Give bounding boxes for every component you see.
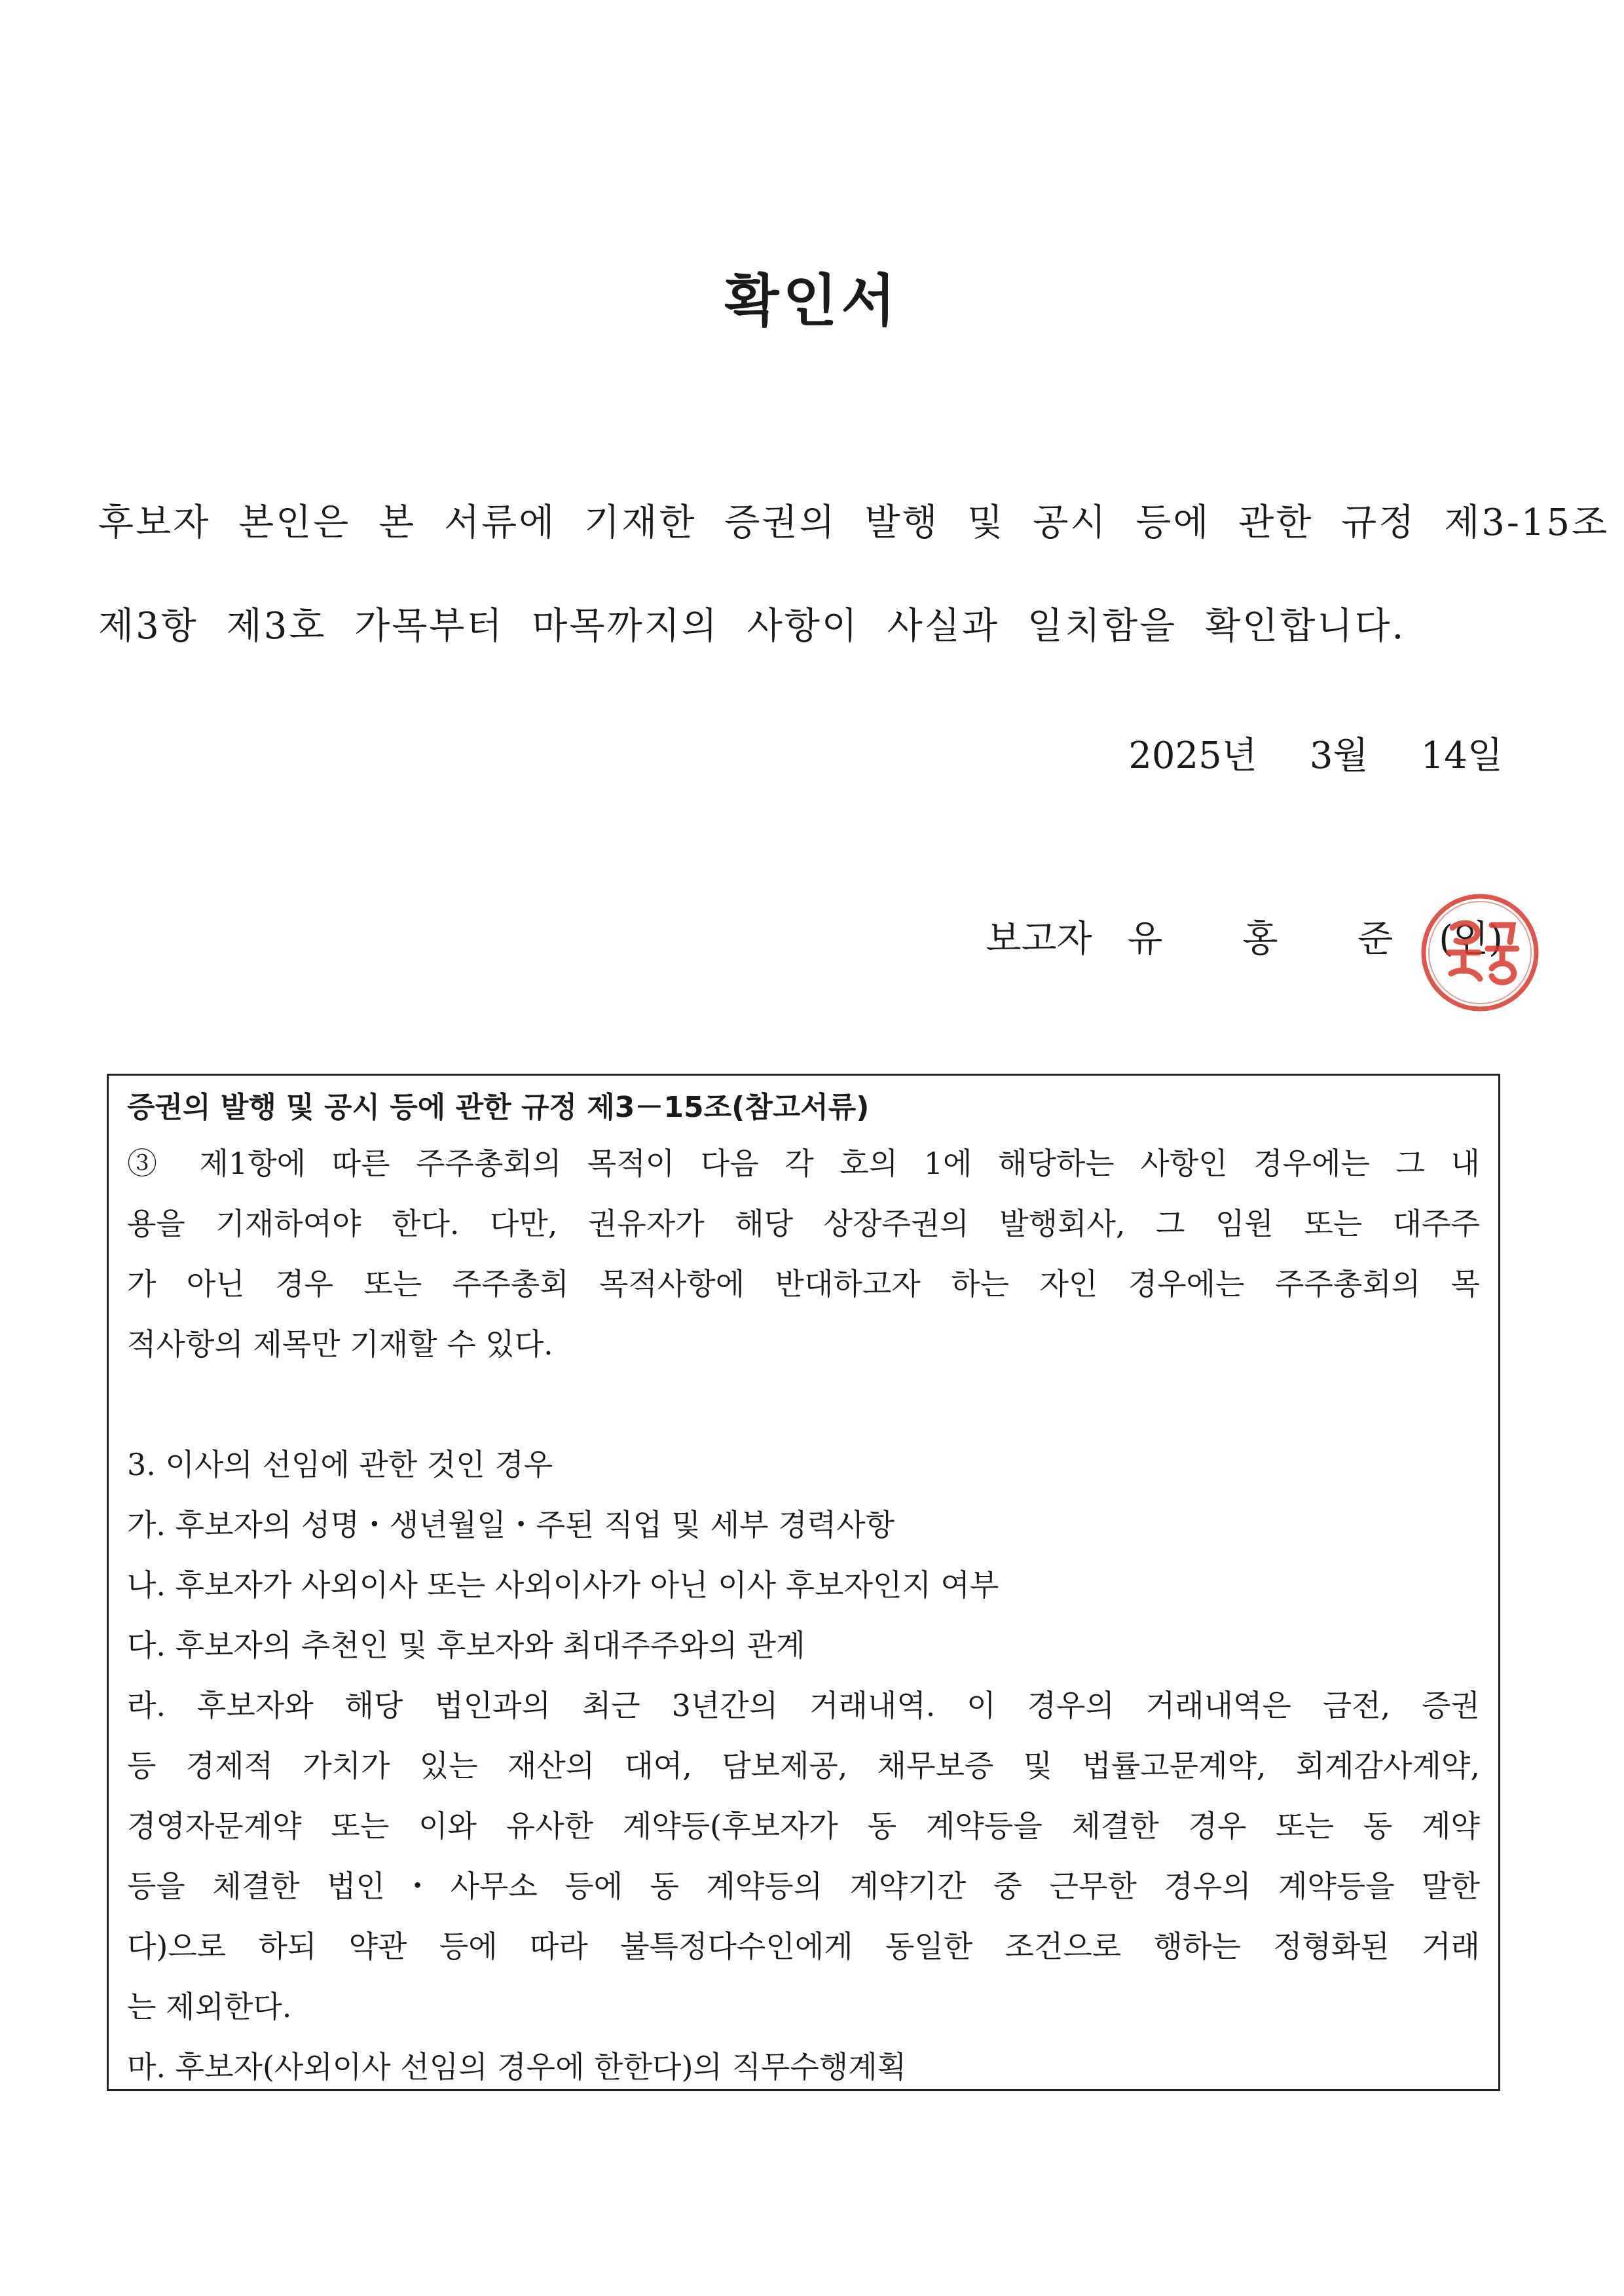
list-item: 다. 후보자의 추천인 및 후보자와 최대주주와의 관계 bbox=[127, 1628, 805, 1663]
blank-line bbox=[127, 1374, 1480, 1434]
confirmation-statement bbox=[98, 471, 1610, 678]
list-item: 나. 후보자가 사외이사 또는 사외이사가 아닌 이사 후보자인지 여부 bbox=[127, 1567, 999, 1603]
list-item: 마. 후보자(사외이사 선임의 경우에 한한다)의 직무수행계획 bbox=[127, 2049, 907, 2085]
list-item-ra-line: 등 경제적 가치가 있는 재산의 대여, 담보제공, 채무보증 및 법률고문계약, 회계감사계약, bbox=[127, 1748, 1480, 1783]
item-heading: 3. 이사의 선임에 관한 것인 경우 bbox=[127, 1447, 553, 1482]
reference-heading: 증권의 발행 및 공시 등에 관한 규정 제3－15조(참고서류) bbox=[127, 1091, 870, 1124]
date-day: 14일 bbox=[1420, 735, 1503, 777]
list-item-ra-line: 등을 체결한 법인・사무소 등에 동 계약등의 계약기간 중 근무한 경우의 계약등을 말한 bbox=[127, 1868, 1480, 1904]
document-date bbox=[1128, 727, 1503, 779]
paragraph-line: 용을 기재하여야 한다. 다만, 권유자가 해당 상장주권의 발행회사, 그 임원 또는 대주주 bbox=[127, 1206, 1480, 1241]
paragraph-line: ③ 제1항에 따른 주주총회의 목적이 다음 각 호의 1에 해당하는 사항인 경우에는 그 내 bbox=[127, 1146, 1480, 1181]
seal-stamp-icon bbox=[1414, 887, 1545, 1018]
date-month: 3월 bbox=[1309, 735, 1369, 777]
date-year: 2025년 bbox=[1128, 735, 1257, 777]
list-item-ra-line: 다)으로 하되 약관 등에 따라 불특정다수인에게 동일한 조건으로 행하는 정형화된 거래 bbox=[127, 1929, 1480, 1964]
list-item: 가. 후보자의 성명・생년월일・주된 직업 및 세부 경력사항 bbox=[127, 1507, 895, 1542]
list-item-ra-line: 는 제외한다. bbox=[127, 1989, 292, 2024]
paragraph-line: 적사항의 제목만 기재할 수 있다. bbox=[127, 1326, 553, 1362]
list-item-ra-line: 경영자문계약 또는 이와 유사한 계약등(후보자가 동 계약등을 체결한 경우 또는 동 계약 bbox=[127, 1808, 1480, 1844]
statement-line: 후보자 본인은 본 서류에 기재한 증권의 발행 및 공시 등에 관한 규정 제3-15조 bbox=[98, 501, 1610, 544]
seal-mark-text: (인) bbox=[1439, 918, 1503, 960]
document-title: 확인서 bbox=[724, 268, 900, 334]
reference-regulation-box bbox=[107, 1074, 1500, 2091]
reporter-name: 유 홍 준 bbox=[1127, 918, 1428, 960]
paragraph-line: 가 아닌 경우 또는 주주총회 목적사항에 반대하고자 하는 자인 경우에는 주주총회의 목 bbox=[127, 1266, 1480, 1302]
reporter-label: 보고자 bbox=[986, 918, 1092, 960]
statement-line: 제3항 제3호 가목부터 마목까지의 사항이 사실과 일치함을 확인합니다. bbox=[98, 605, 1406, 647]
list-item-ra-line: 라. 후보자와 해당 법인과의 최근 3년간의 거래내역. 이 경우의 거래내역은 금전, 증권 bbox=[127, 1688, 1480, 1723]
